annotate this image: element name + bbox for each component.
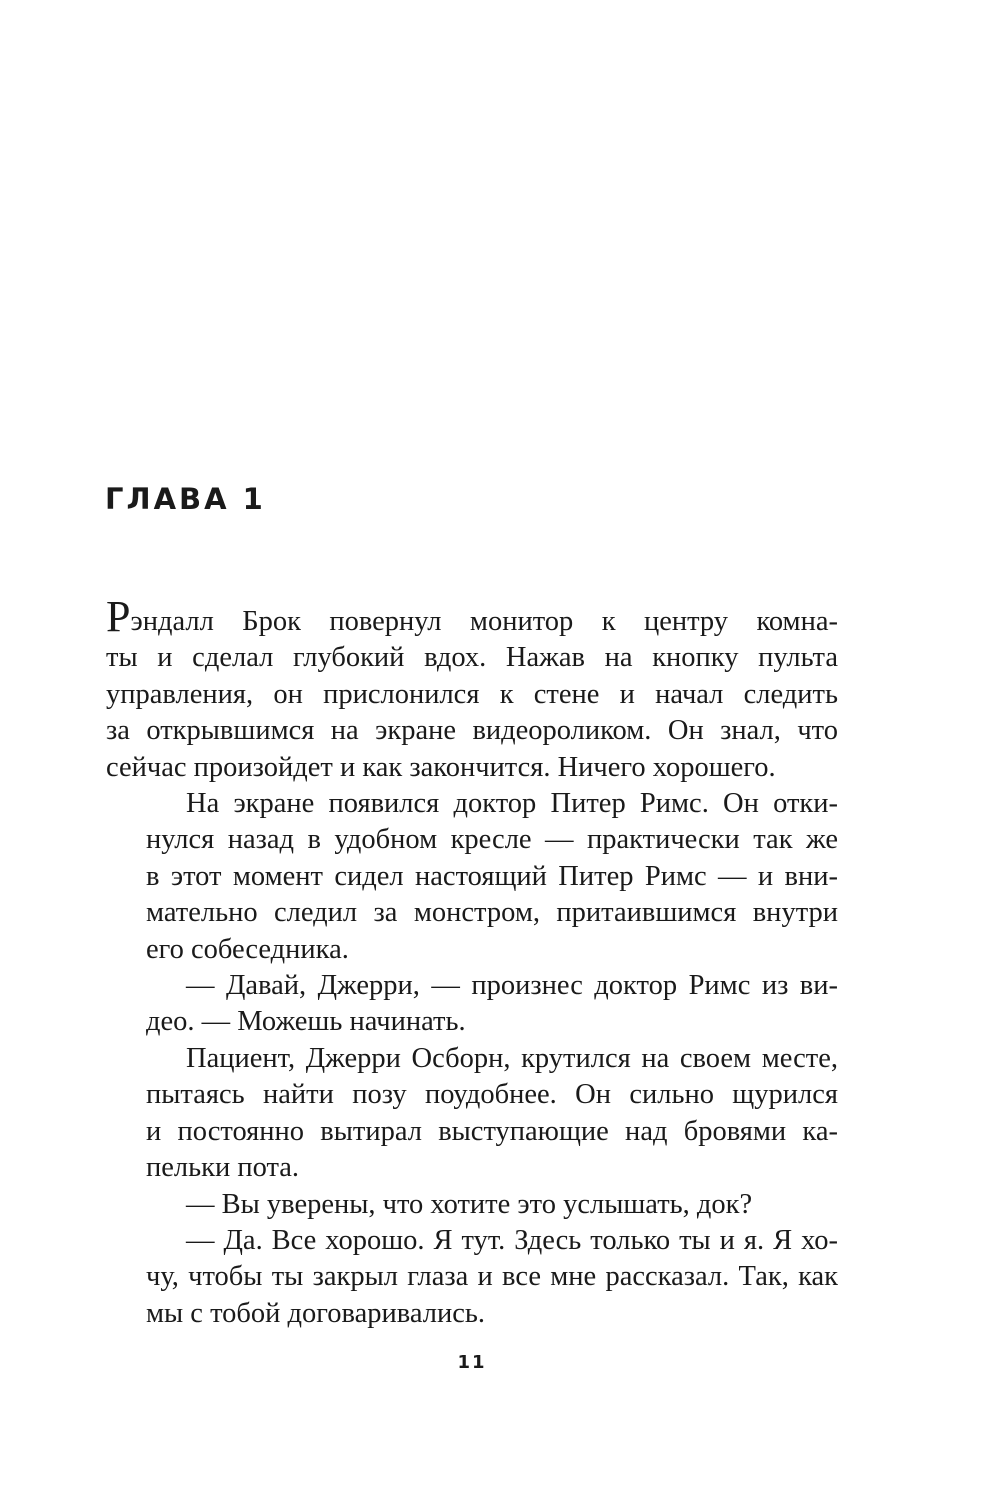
text-line: чу, чтобы ты закрыл глаза и все мне рассказал. Так, как <box>146 1261 838 1293</box>
text-line: мы с тобой договаривались. <box>146 1297 485 1329</box>
text-line: управления, он прислонился к стене и начал следить <box>106 678 838 710</box>
page-number: 11 <box>457 1352 487 1373</box>
text-line: — Да. Все хорошо. Я тут. Здесь только ты и я. Я хо- <box>186 1224 838 1256</box>
text-line: ты и сделал глубокий вдох. Нажав на кнопку пульта <box>106 642 838 674</box>
text-line: Пациент, Джерри Осборн, крутился на своем месте, <box>186 1042 838 1074</box>
paragraph-6 <box>106 1223 838 1332</box>
text-line: — Вы уверены, что хотите это услышать, док? <box>186 1188 753 1220</box>
paragraph-4 <box>106 1041 838 1187</box>
text-line: сейчас произойдет и как закончится. Ничего хорошего. <box>106 751 776 783</box>
text-line: нулся назад в удобном кресле — практически так же <box>146 824 838 856</box>
chapter-title: ГЛАВА 1 <box>105 482 266 516</box>
paragraph-2 <box>106 786 838 968</box>
text-line: део. — Можешь начинать. <box>146 1006 466 1038</box>
text-line: за открывшимся на экране видеороликом. Он знал, что <box>106 715 838 747</box>
paragraph-3 <box>106 968 838 1041</box>
text-line: Рэндалл Брок повернул монитор к центру комна- <box>106 592 838 641</box>
text-line: — Давай, Джерри, — произнес доктор Римс из ви- <box>186 970 838 1002</box>
text-line: и постоянно вытирал выступающие над бровями ка- <box>146 1115 838 1147</box>
drop-cap: Р <box>106 592 131 641</box>
text-line: пельки пота. <box>146 1152 300 1184</box>
text-line: мательно следил за монстром, притаившимся внутри <box>146 897 838 929</box>
text-line: пытаясь найти позу поудобнее. Он сильно щурился <box>146 1079 838 1111</box>
text-line: в этот момент сидел настоящий Питер Римс — и вни- <box>146 860 838 892</box>
paragraph-1 <box>106 592 838 786</box>
text-line: его собеседника. <box>146 933 349 965</box>
chapter-body <box>106 592 838 1332</box>
paragraph-5 <box>106 1187 838 1223</box>
text-line: На экране появился доктор Питер Римс. Он отки- <box>186 788 838 820</box>
